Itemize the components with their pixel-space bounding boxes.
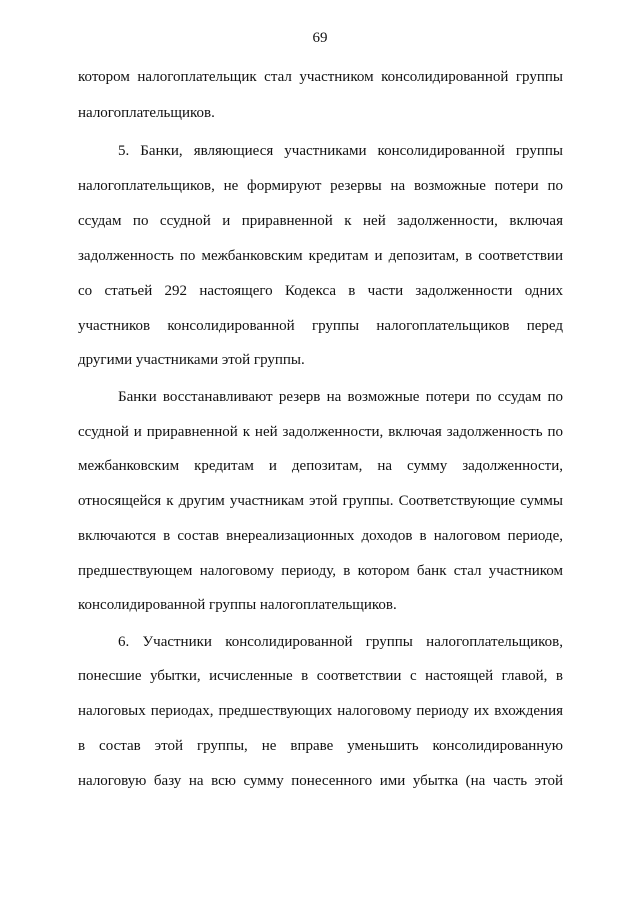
text-line: участников консолидированной группы налогоплательщиков перед xyxy=(78,318,563,334)
text-line: 5. Банки, являющиеся участниками консолидированной группы xyxy=(118,143,563,159)
text-line: Банки восстанавливают резерв на возможные потери по ссудам по xyxy=(118,389,563,405)
text-line: ссудам по ссудной и приравненной к ней задолженности, включая xyxy=(78,213,563,229)
text-line: налоговую базу на всю сумму понесенного ими убытка (на часть этой xyxy=(78,773,563,789)
text-line: налоговых периодах, предшествующих налоговому периоду их вхождения xyxy=(78,703,563,719)
text-line: другими участниками этой группы. xyxy=(78,352,305,368)
text-line: относящейся к другим участникам этой группы. Соответствующие суммы xyxy=(78,493,563,509)
text-line: котором налогоплательщик стал участником консолидированной группы xyxy=(78,69,563,85)
text-line: в состав этой группы, не вправе уменьшить консолидированную xyxy=(78,738,563,754)
text-line: 6. Участники консолидированной группы налогоплательщиков, xyxy=(118,634,563,650)
text-line: налогоплательщиков, не формируют резервы на возможные потери по xyxy=(78,178,563,194)
text-line: понесшие убытки, исчисленные в соответствии с настоящей главой, в xyxy=(78,668,563,684)
text-line: предшествующем налоговому периоду, в котором банк стал участником xyxy=(78,563,563,579)
text-line: ссудной и приравненной к ней задолженности, включая задолженность по xyxy=(78,424,563,440)
text-line: задолженность по межбанковским кредитам и депозитам, в соответствии xyxy=(78,248,563,264)
text-line: включаются в состав внереализационных доходов в налоговом периоде, xyxy=(78,528,563,544)
text-line: налогоплательщиков. xyxy=(78,105,215,121)
text-line: консолидированной группы налогоплательщиков. xyxy=(78,597,397,613)
text-line: со статьей 292 настоящего Кодекса в части задолженности одних xyxy=(78,283,563,299)
text-line: межбанковским кредитам и депозитам, на сумму задолженности, xyxy=(78,458,563,474)
page-number: 69 xyxy=(312,30,328,46)
